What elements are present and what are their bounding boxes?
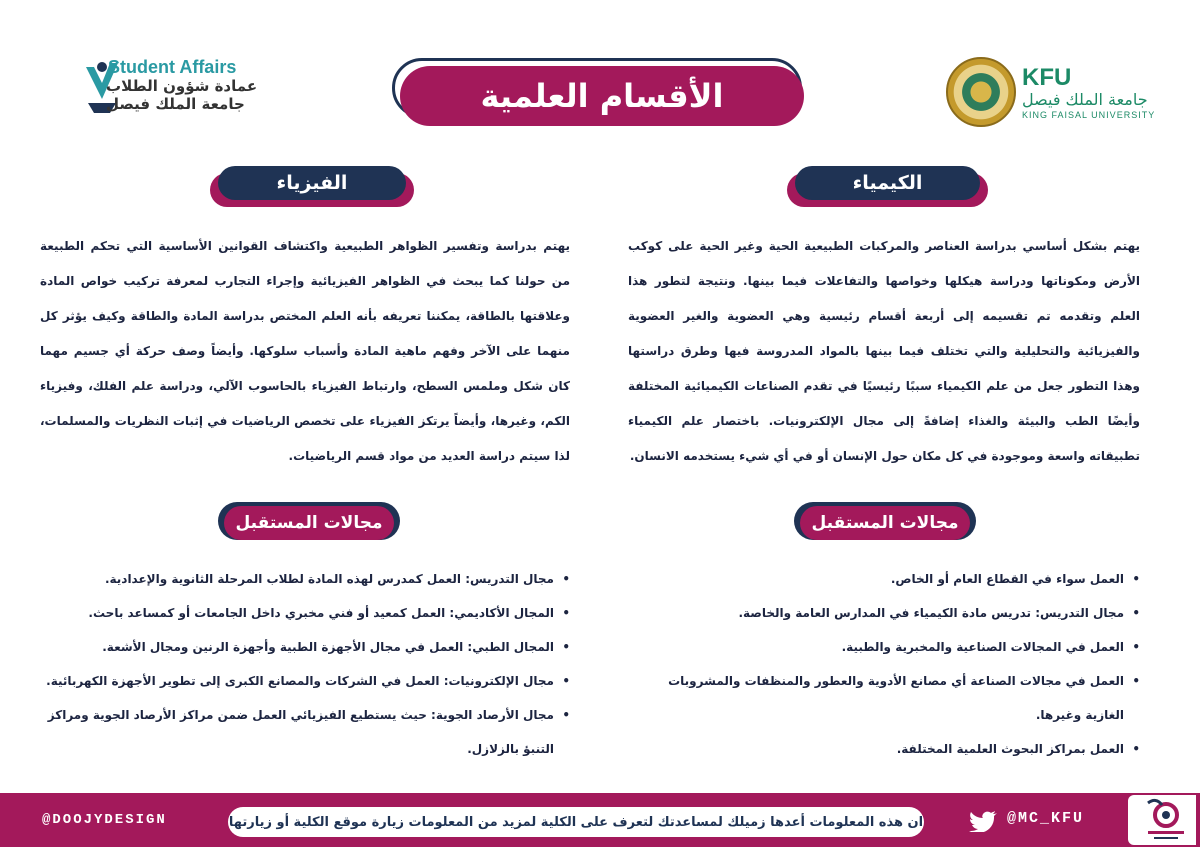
- footer-message-box: [228, 807, 924, 837]
- physics-future-heading: مجالات المستقبل: [235, 513, 383, 533]
- student-affairs-logo: [82, 55, 258, 119]
- page-title: الأقسام العلمية: [480, 77, 724, 115]
- physics-future-list: [40, 562, 570, 766]
- list-item: • المجال الطبي: العمل في مجال الأجهزة الطبية وأجهزة الرنين ومجال الأشعة.: [40, 630, 570, 664]
- kfu-seal-icon: [946, 57, 1016, 127]
- list-item: • المجال الأكاديمي: العمل كمعيد أو فني مخبري داخل الجامعات أو كمساعد باحث.: [40, 596, 570, 630]
- student-affairs-ar: عمادة شؤون الطلاب: [106, 77, 258, 95]
- physics-heading-pill: [218, 166, 406, 200]
- kfu-ar: جامعة الملك فيصل: [1022, 90, 1148, 109]
- chemistry-heading: الكيمياء: [852, 172, 923, 194]
- chemistry-future-pill: [800, 506, 970, 540]
- list-item: • العمل في مجالات الصناعة أي مصانع الأدوية والعطور والمنظفات والمشروبات الغازية وغيرها.: [628, 664, 1140, 732]
- chemistry-paragraph: يهتم بشكل أساسي بدراسة العناصر والمركبات الطبيعية الحية وغير الحية على كوكب الأرض ومكوناتها ودراسة هيكلها وخواصها والتفاعلات فيما بينها. ونتيجة لتطور هذا العلم وتقدمه تم تقسيمه إلى أربعة أقسام رئيسية وهي العضوية والغير العضوية والفيزيائية والتحليلية والتي تختلف فيما بينها بالمواد المدروسة فيها وطرق دراستها وهذا التطور جعل من علم الكيمياء سببًا رئيسيًا في تقدم الصناعات الكيميائية المختلفة وأيضًا الطب والبيئة والغذاء إضافةً إلى مجال الإلكترونيات. باختصار علم الكيمياء تطبيقاته واسعة وموجودة في كل مكان حول الإنسان أو في أي شيء يستخدمه الانسان.: [628, 239, 1140, 463]
- kfu-sub: KING FAISAL UNIVERSITY: [1022, 110, 1156, 120]
- kfu-logo: [1020, 64, 1156, 124]
- chemistry-heading-pill: [795, 166, 980, 200]
- university-name-ar: جامعة الملك فيصل: [106, 95, 245, 113]
- designer-handle[interactable]: @DOOJYDESIGN: [42, 812, 167, 828]
- kfu-en: KFU: [1022, 64, 1072, 91]
- physics-future-pill: [224, 506, 394, 540]
- physics-paragraph: يهتم بدراسة وتفسير الظواهر الطبيعية واكتشاف القوانين الأساسية التي تحكم الطبيعة من حولنا كما يبحث في الظواهر الفيزيائية وإجراء التجارب لمعرفة تركيب خواص المادة وعلاقتها بالطاقة، يمكننا تعريفه بأنه العلم المختص بدراسة المادة والطاقة وكيف يؤثر كل منهما على الآخر وفهم ماهية المادة وأسباب سلوكها. وأيضاً وصف حركة أي جسيم مهما كان شكل وملمس السطح، وارتباط الفيزياء بالحاسوب الآلي، ودراسة علم الفلك، وفيزياء الكم، وغيرها، وأيضاً يرتكز الفيزياء على تخصص الرياضيات في إثبات النظريات والمسلمات، لذا سيتم دراسة العديد من مواد قسم الرياضيات.: [40, 239, 570, 463]
- footer-message: ان هذه المعلومات أعدها زميلك لمساعدتك لتعرف على الكلية لمزيد من المعلومات زيارة موقع الكلية أو زيارتها: [228, 814, 924, 830]
- list-item: • مجال الإلكترونيات: العمل في الشركات والمصانع الكبرى إلى تطوير الأجهزة الكهربائية.: [40, 664, 570, 698]
- club-handle[interactable]: @MC_KFU: [1007, 810, 1085, 827]
- chemistry-future-list: [628, 562, 1140, 766]
- media-club-logo: [1128, 795, 1196, 845]
- list-item: • مجال الأرصاد الجوية: حيث يستطيع الفيزيائي العمل ضمن مراكز الأرصاد الجوية ومراكز التنبؤ بالزلازل.: [40, 698, 570, 766]
- list-item: • مجال التدريس: العمل كمدرس لهذه المادة لطلاب المرحلة الثانوية والإعدادية.: [40, 562, 570, 596]
- chemistry-future-heading: مجالات المستقبل: [811, 513, 959, 533]
- page-title-banner: [392, 58, 812, 126]
- list-item: • العمل سواء في القطاع العام أو الخاص.: [628, 562, 1140, 596]
- twitter-icon[interactable]: [968, 810, 998, 832]
- media-club-icon: [1128, 795, 1196, 845]
- physics-heading: الفيزياء: [276, 172, 348, 194]
- list-item: • العمل في المجالات الصناعية والمخبرية والطبية.: [628, 630, 1140, 664]
- student-affairs-en: Student Affairs: [108, 57, 237, 77]
- list-item: • مجال التدريس: تدريس مادة الكيمياء في المدارس العامة والخاصة.: [628, 596, 1140, 630]
- list-item: • العمل بمراكز البحوث العلمية المختلفة.: [628, 732, 1140, 766]
